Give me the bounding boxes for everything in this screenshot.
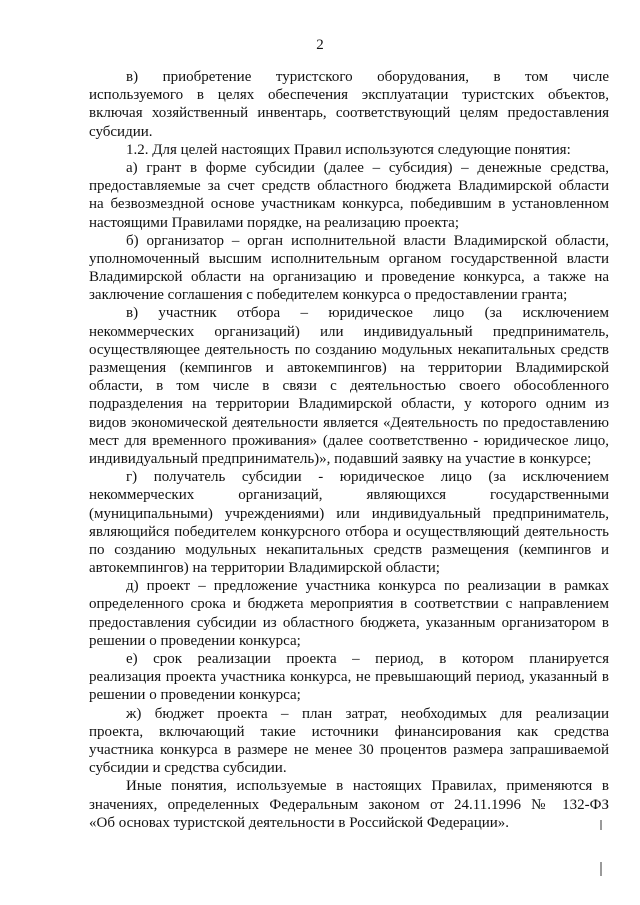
paragraph xyxy=(89,650,609,705)
text-line: ж) бюджет проекта – план затрат, необходимых для реализации xyxy=(126,705,609,722)
text-line: б) организатор – орган исполнительной власти Владимирской области, xyxy=(126,232,609,249)
text-line: д) проект – предложение участника конкурса по реализации в рамках xyxy=(126,578,609,595)
text-line: заключение соглашения с победителем конкурса о предоставлении гранта; xyxy=(89,287,568,304)
text-line: е) срок реализации проекта – период, в котором планируется xyxy=(126,651,609,667)
page-number: 2 xyxy=(316,37,324,53)
text-line: области, в том числе в связи с деятельностью своего обособленного xyxy=(89,378,609,395)
text-line: уполномоченный высшим исполнительным органом государственной власти xyxy=(89,250,609,267)
text-line: являющийся победителем конкурсного отбора и осуществляющий деятельность xyxy=(89,523,609,540)
text-line: субсидии. xyxy=(89,123,153,140)
text-line: значениях, определенных Федеральным законом от 24.11.1996 № 132-ФЗ xyxy=(89,796,609,813)
margin-scan-mark xyxy=(600,862,602,876)
text-line: решении о проведении конкурса; xyxy=(89,632,301,649)
text-line: реализация проекта участника конкурса, не превышающий период, указанный в xyxy=(89,669,609,686)
text-line: субсидии и средства субсидии. xyxy=(89,760,287,777)
text-line: индивидуальный предприниматель)», подавший заявку на участие в конкурсе; xyxy=(89,450,592,467)
text-line: размещения (кемпингов и автокемпингов) на территории Владимирской xyxy=(89,360,609,376)
margin-scan-mark xyxy=(600,820,602,830)
text-line: 1.2. Для целей настоящих Правил используются следующие понятия: xyxy=(126,141,571,158)
text-line: предоставляемые за счет средств областного бюджета Владимирской области xyxy=(89,178,609,195)
paragraph xyxy=(89,468,609,577)
paragraph xyxy=(89,705,609,778)
paragraph xyxy=(89,68,609,141)
text-line: Владимирской области на организацию и проведение конкурса, а также на xyxy=(89,269,609,286)
text-line: осуществляющее деятельность по созданию модульных некапитальных средств xyxy=(89,341,609,358)
text-line: участника конкурса в размере не менее 30 процентов размера запрашиваемой xyxy=(89,741,609,758)
text-line: включая хозяйственный инвентарь, соответствующий целям предоставления xyxy=(89,105,609,122)
paragraph xyxy=(89,777,609,832)
document-body xyxy=(89,68,609,832)
text-line: предоставления субсидии из областного бюджета, указанным организатором в xyxy=(89,614,609,631)
text-line: по созданию модульных некапитальных средств размещения (кемпингов и xyxy=(89,541,609,558)
text-line: некоммерческих организаций, являющихся государственными xyxy=(89,487,609,504)
text-line: мест для временного проживания» (далее соответственно - юридическое лицо, xyxy=(89,432,609,449)
paragraph xyxy=(89,141,609,159)
text-line: используемого в целях обеспечения эксплуатации туристских объектов, xyxy=(89,87,609,104)
text-line: определенного срока и бюджета мероприятия в соответствии с направлением xyxy=(89,596,609,613)
text-line: г) получатель субсидии - юридическое лицо (за исключением xyxy=(126,469,609,486)
text-line: решении о проведении конкурса; xyxy=(89,687,301,704)
text-line: настоящими Правилами порядке, на реализацию проекта; xyxy=(89,214,459,231)
paragraph xyxy=(89,232,609,305)
text-line: проекта, включающий такие источники финансирования как средства xyxy=(89,723,609,740)
text-line: в) участник отбора – юридическое лицо (за исключением xyxy=(126,305,609,322)
text-line: видов экономической деятельности является «Деятельность по предоставлению xyxy=(89,414,609,431)
paragraph xyxy=(89,304,609,468)
text-line: в) приобретение туристского оборудования, в том числе xyxy=(126,69,609,85)
text-line: Иные понятия, используемые в настоящих Правилах, применяются в xyxy=(126,778,609,795)
text-line: (муниципальными) учреждениями) или индивидуальный предприниматель, xyxy=(89,505,609,522)
paragraph xyxy=(89,159,609,232)
paragraph xyxy=(89,577,609,650)
text-line: автокемпингов) на территории Владимирской области; xyxy=(89,560,440,577)
text-line: «Об основах туристской деятельности в Российской Федерации». xyxy=(89,814,510,831)
text-line: а) грант в форме субсидии (далее – субсидия) – денежные средства, xyxy=(126,159,609,176)
text-line: подразделения на территории Владимирской области, у которого одним из xyxy=(89,396,609,413)
text-line: некоммерческих организаций) или индивидуальный предприниматель, xyxy=(89,323,609,340)
text-line: на безвозмездной основе участникам конкурса, победившим в установленном xyxy=(89,196,609,213)
